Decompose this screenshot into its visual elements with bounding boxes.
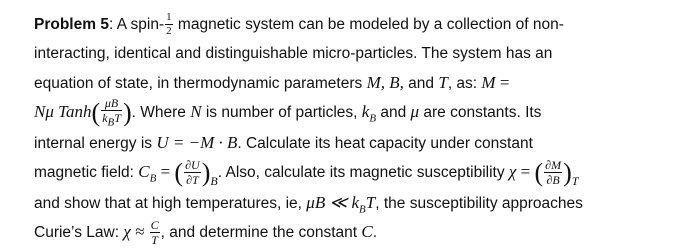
line-5: internal energy is U = −M · B. Calculate its heat capacity under constant — [34, 133, 533, 152]
line-1 — [34, 10, 682, 39]
high-temperature-condition: μB ≪ $k_BT$ — [306, 193, 376, 216]
line-3: equation of state, in thermodynamic parameters M, B, and T, as: M = — [34, 73, 510, 92]
heat-capacity-fraction: $\frac{\partial U}{\partial T}$ — [185, 158, 200, 188]
problem-label: Problem 5 — [34, 16, 109, 33]
internal-energy-equation: U = −M · B — [156, 133, 238, 152]
line-7: and show that at high temperatures, ie, μB ≪ $k_BT$, the susceptibility approaches — [34, 193, 583, 216]
intro-text: : A spin- — [108, 16, 165, 33]
line-2 — [34, 39, 682, 68]
line-6: magnetic field: $C_B$ = ( $\frac{\partial U}{\partial T}$ )$_B$. Also, calculate its magnetic susceptibility χ = ( $\frac{\partial M}{\partial B}$ )$_T$ — [34, 157, 579, 188]
tanh-argument-fraction: $\frac{\mu B}{k_BT}$ — [102, 96, 121, 129]
susceptibility-fraction: $\frac{\partial M}{\partial B}$ — [545, 158, 562, 188]
line2-text: interacting, identical and distinguishable micro-particles. The system has an — [34, 45, 553, 62]
line-4: Nμ Tanh( $\frac{\mu B}{k_BT}$ ). Where N is number of particles, $k_B$ and μ are constants. Its — [34, 96, 542, 129]
equation-of-state: Nμ — [34, 102, 54, 121]
line-8: Curie’s Law: χ ≈ $\frac{C}{T}$ , and determine the constant C. — [34, 218, 378, 248]
line1-text: magnetic system can be modeled by a collection of non- — [173, 16, 564, 33]
curie-law-fraction: $\frac{C}{T}$ — [150, 218, 159, 248]
heat-capacity-symbol: $C_B$ — [138, 162, 157, 185]
spin-fraction: $\frac{1}{2}$ — [166, 11, 172, 38]
